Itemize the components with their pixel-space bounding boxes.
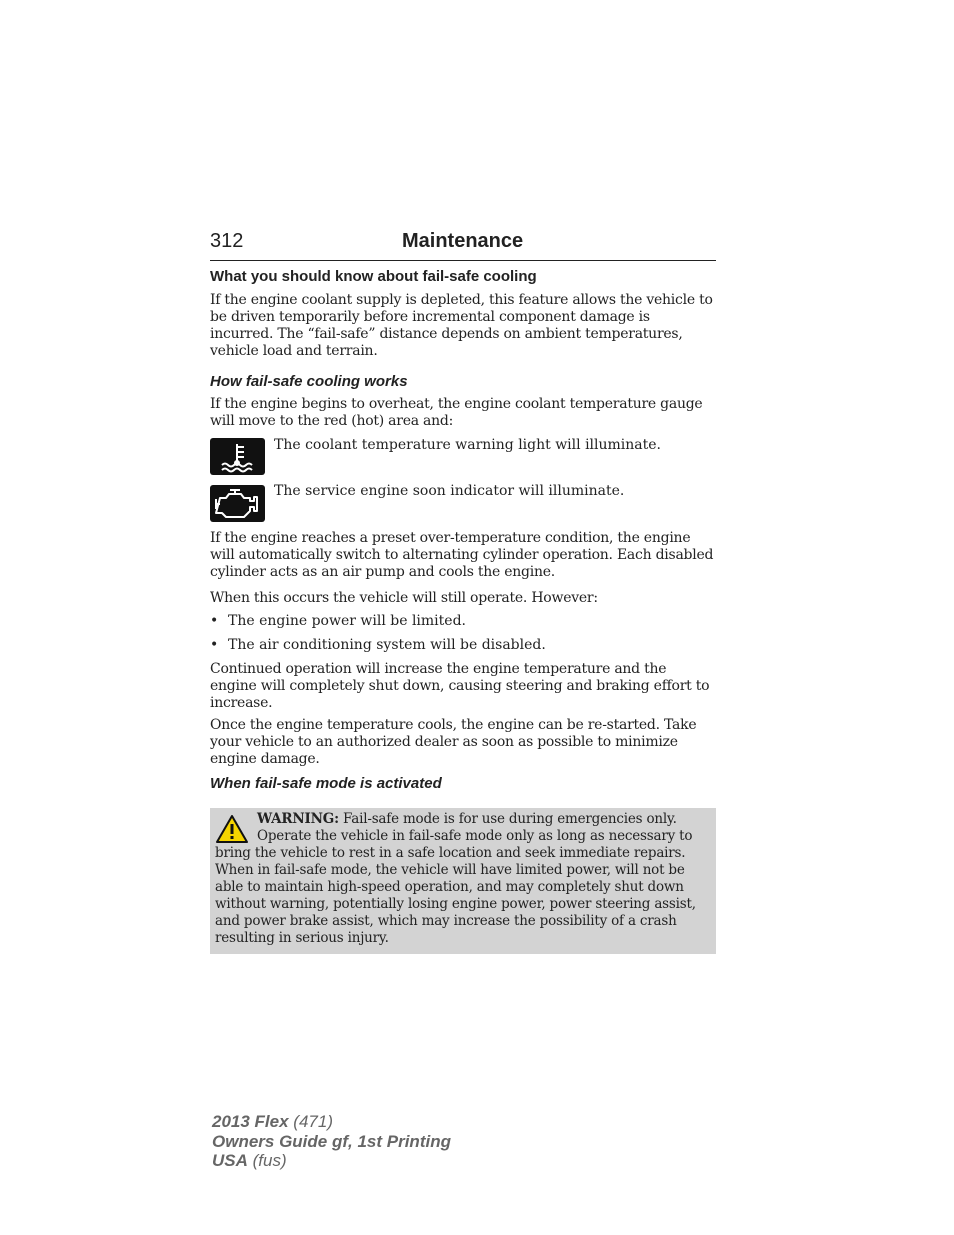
indicator-text-coolant: The coolant temperature warning light will illuminate. (274, 437, 661, 453)
warning-text (215, 811, 701, 947)
paragraph-overheat: If the engine begins to overheat, the engine coolant temperature gauge will move to the red (hot) area and: (210, 396, 703, 429)
bullet-marker: • (210, 637, 219, 653)
heading-how-it-works: How fail-safe cooling works (210, 373, 408, 390)
bullet-text: The air conditioning system will be disabled. (228, 637, 546, 653)
footer-line-model (212, 1112, 451, 1132)
footer-line-region (212, 1151, 451, 1171)
warning-box (210, 808, 716, 954)
page-header (210, 230, 716, 261)
footer-region: USA (212, 1151, 248, 1170)
footer-model: 2013 Flex (212, 1112, 289, 1131)
paragraph-continued-operation: Continued operation will increase the engine temperature and the engine will completely shut down, causing steering and braking effort to increase. (210, 661, 710, 711)
heading-fail-safe-activated: When fail-safe mode is activated (210, 775, 442, 792)
paragraph-still-operate: When this occurs the vehicle will still operate. However: (210, 590, 598, 606)
warning-label: WARNING: (257, 811, 339, 827)
heading-fail-safe-cooling: What you should know about fail-safe cooling (210, 268, 537, 285)
engine-icon (210, 485, 265, 522)
page-footer (212, 1112, 451, 1171)
footer-line-guide (212, 1132, 451, 1152)
bullet-text: The engine power will be limited. (228, 613, 466, 629)
paragraph-intro: If the engine coolant supply is depleted, this feature allows the vehicle to be driven temporarily before incremental component damage is incurred. The “fail-safe” distance depends on ambient temperatures, vehicle load and terrain. (210, 292, 713, 359)
footer-region-code: (fus) (252, 1151, 287, 1170)
footer-model-code: (471) (293, 1112, 333, 1131)
page-number: 312 (210, 230, 244, 252)
bullet-marker: • (210, 613, 219, 629)
warning-body: Fail-safe mode is for use during emergencies only. Operate the vehicle in fail-safe mode only as long as necessary to bring the vehicle to rest in a safe location and seek immediate repairs. When in fail-safe mode, the vehicle will have limited power, will not be able to maintain high-speed operation, and may completely shut down without warning, potentially losing engine power, power steering assist, and power brake assist, which may increase the possibility of a crash resulting in serious injury. (215, 811, 696, 946)
indicator-text-engine: The service engine soon indicator will illuminate. (274, 483, 625, 499)
section-title: Maintenance (402, 230, 524, 252)
paragraph-over-temperature: If the engine reaches a preset over-temperature condition, the engine will automatically switch to alternating cylinder operation. Each disabled cylinder acts as an air pump and cools the engine. (210, 530, 714, 580)
paragraph-restart: Once the engine temperature cools, the engine can be re-started. Take your vehicle to an authorized dealer as soon as possible to minimize engine damage. (210, 717, 697, 767)
coolant-temperature-icon (210, 438, 265, 475)
footer-guide: Owners Guide gf, 1st Printing (212, 1131, 451, 1151)
